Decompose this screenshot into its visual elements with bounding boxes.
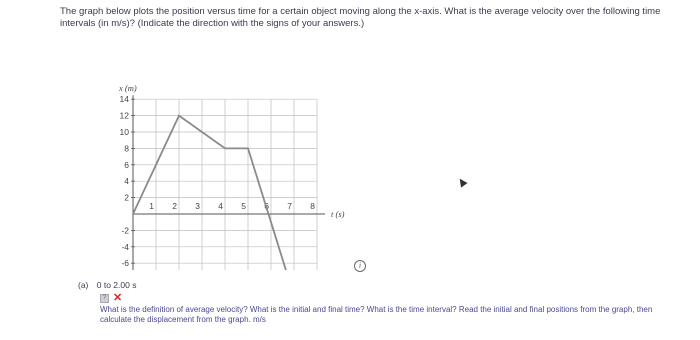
y-tick-label: 2 bbox=[124, 192, 129, 203]
part-a-answer-row bbox=[100, 293, 122, 303]
y-tick-label: 10 bbox=[119, 127, 129, 137]
y-tick-label: -2 bbox=[121, 225, 129, 236]
x-tick-label: 6 bbox=[264, 201, 269, 211]
mouse-cursor-icon bbox=[456, 176, 467, 187]
x-tick-label: 7 bbox=[287, 201, 292, 211]
part-a-letter: (a) bbox=[78, 280, 89, 290]
x-tick-label: 1 bbox=[149, 201, 154, 211]
y-axis-label: x (m) bbox=[119, 83, 137, 94]
x-tick-label: 8 bbox=[310, 201, 315, 211]
x-tick-label: 4 bbox=[218, 201, 223, 211]
y-tick-label: -4 bbox=[121, 241, 129, 252]
y-tick-label: 4 bbox=[124, 176, 129, 187]
part-a-interval: 0 to 2.00 s bbox=[96, 280, 137, 290]
x-axis-label: t (s) bbox=[331, 209, 345, 219]
x-tick-label: 5 bbox=[241, 201, 246, 211]
chart-svg bbox=[100, 40, 380, 270]
y-tick-label: 8 bbox=[124, 143, 129, 154]
y-tick-label: 6 bbox=[124, 159, 129, 170]
info-icon[interactable]: i bbox=[354, 260, 366, 272]
part-a-answer-box[interactable]: ? bbox=[100, 294, 109, 303]
y-tick-label: -6 bbox=[121, 258, 129, 269]
position-time-chart bbox=[100, 40, 380, 275]
y-tick-label: 12 bbox=[119, 110, 129, 121]
part-a-label bbox=[78, 280, 136, 290]
x-tick-label: 3 bbox=[195, 201, 200, 211]
part-a-hint: What is the definition of average velocity? What is the initial and final time? What is the time interval? Read the initial and final positions from the graph, then calculate the displacement from the graph. m/s bbox=[100, 305, 653, 324]
incorrect-x-icon: ✕ bbox=[113, 292, 123, 304]
x-tick-label: 2 bbox=[172, 201, 177, 211]
y-tick-label: 14 bbox=[119, 94, 129, 105]
question-text: The graph below plots the position versus time for a certain object moving along the x-axis. What is the average velocity over the following time intervals (in m/s)? (Indicate the direction with the signs of your answers.) bbox=[60, 6, 661, 29]
